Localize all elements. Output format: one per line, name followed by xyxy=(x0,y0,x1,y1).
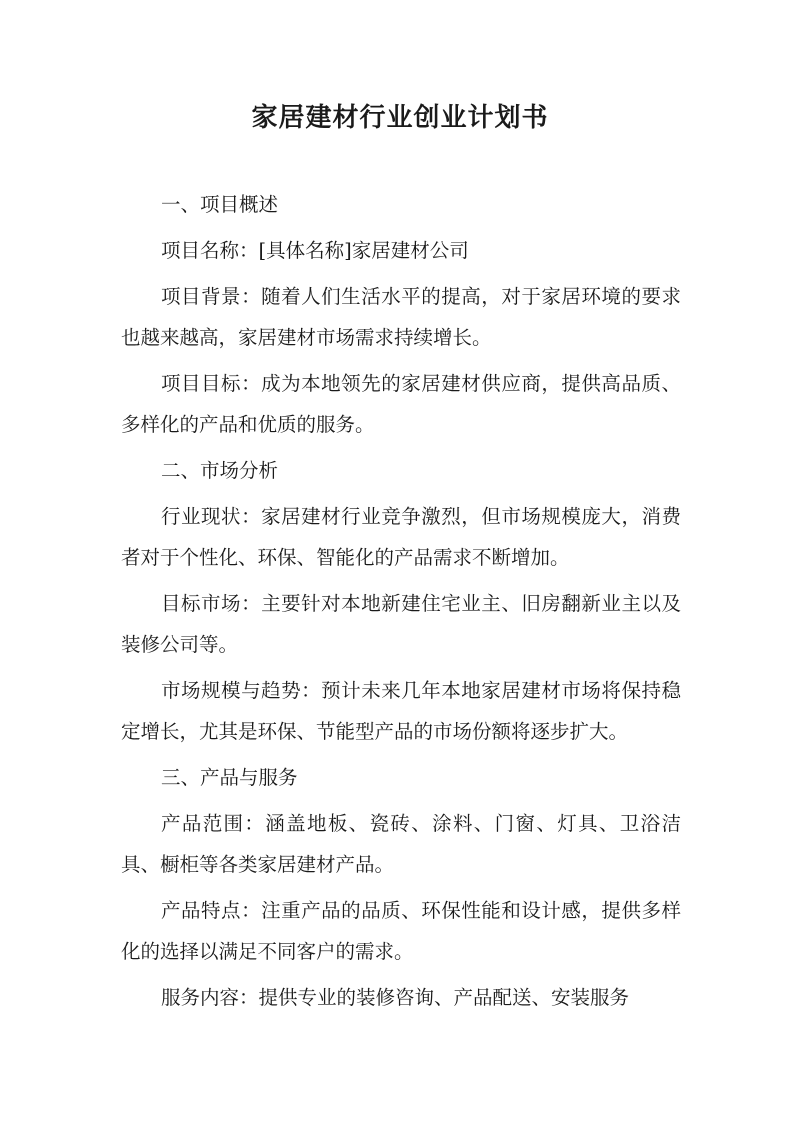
paragraph-project-background: 项目背景：随着人们生活水平的提高，对于家居环境的要求也越来越高，家居建材市场需求持续增长。 xyxy=(121,285,681,349)
document-title: 家居建材行业创业计划书 xyxy=(251,103,549,133)
paragraph-project-goal: 项目目标：成为本地领先的家居建材供应商，提供高品质、多样化的产品和优质的服务。 xyxy=(121,372,681,436)
section-heading-products-services: 三、产品与服务 xyxy=(161,766,298,789)
paragraph-product-range: 产品范围：涵盖地板、瓷砖、涂料、门窗、灯具、卫浴洁具、橱柜等各类家居建材产品。 xyxy=(121,812,681,876)
paragraph-project-name: 项目名称：[具体名称]家居建材公司 xyxy=(161,239,469,262)
paragraph-industry-status: 行业现状：家居建材行业竞争激烈，但市场规模庞大，消费者对于个性化、环保、智能化的产品需求不断增加。 xyxy=(121,505,681,569)
document-body xyxy=(121,184,681,1023)
paragraph-market-scale-trend: 市场规模与趋势：预计未来几年本地家居建材市场将保持稳定增长，尤其是环保、节能型产品的市场份额将逐步扩大。 xyxy=(121,679,681,743)
paragraph-product-features: 产品特点：注重产品的品质、环保性能和设计感，提供多样化的选择以满足不同客户的需求。 xyxy=(121,899,681,963)
section-heading-overview: 一、项目概述 xyxy=(161,193,279,216)
section-heading-market-analysis: 二、市场分析 xyxy=(161,459,279,482)
paragraph-service-content: 服务内容：提供专业的装修咨询、产品配送、安装服务 xyxy=(161,986,630,1009)
paragraph-target-market: 目标市场：主要针对本地新建住宅业主、旧房翻新业主以及装修公司等。 xyxy=(121,592,681,656)
